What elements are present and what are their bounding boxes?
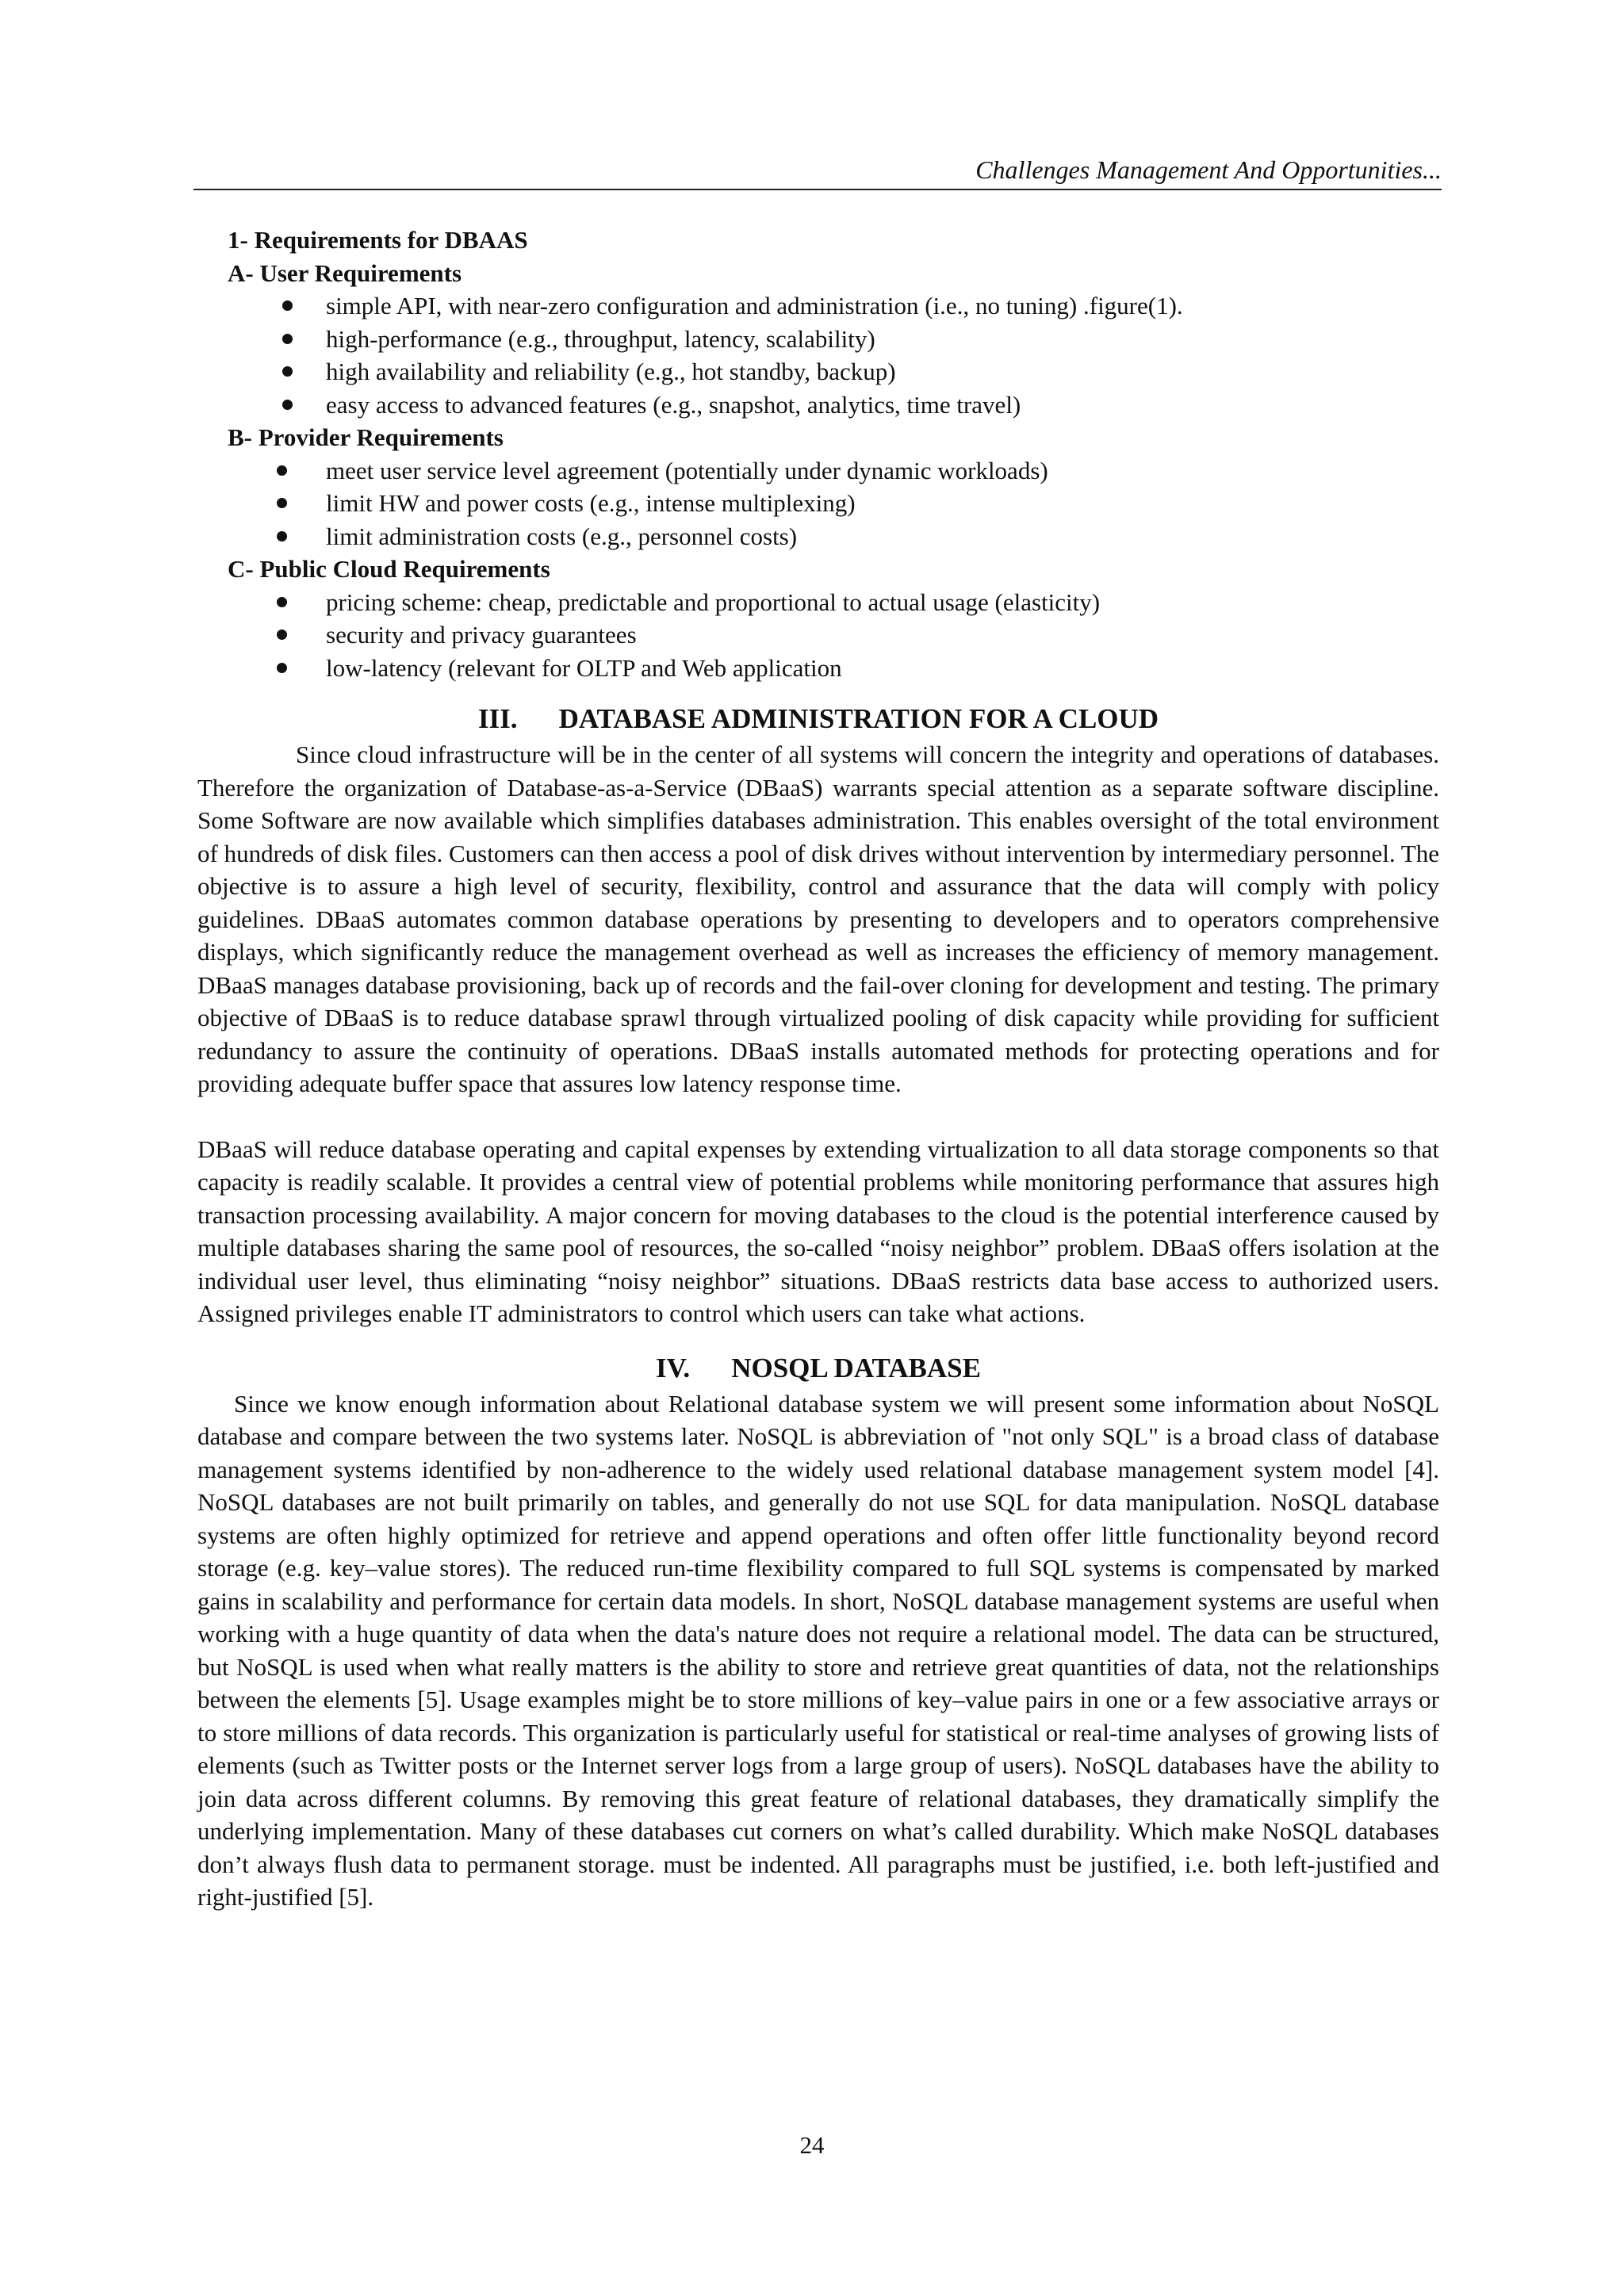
section-4-number: IV.	[656, 1352, 691, 1383]
running-header: Challenges Management And Opportunities...	[975, 155, 1442, 184]
user-requirements-list	[197, 289, 1439, 421]
page-number: 24	[799, 2131, 825, 2159]
section-3-title: DATABASE ADMINISTRATION FOR A CLOUD	[558, 703, 1159, 734]
list-item	[197, 388, 1439, 422]
requirements-title: 1- Requirements for DBAAS	[228, 226, 528, 254]
bullet-icon	[277, 663, 287, 673]
list-item-text: high-performance (e.g., throughput, latency, scalability)	[326, 324, 875, 353]
section-4-paragraph: Since we know enough information about Relational database system we will present some information about NoSQL database and compare between the two systems later. NoSQL is abbreviation of "not only SQL" is a broad class of database management systems identified by non-adherence to the widely used relational database management system model [4]. NoSQL databases are not built primarily on tables, and generally do not use SQL for data manipulation. NoSQL database systems are often highly optimized for retrieve and append operations and often offer little functionality beyond record storage (e.g. key–value stores). The reduced run-time flexibility compared to full SQL systems is compensated by marked gains in scalability and performance for certain data models. In short, NoSQL database management systems are useful when working with a huge quantity of data when the data's nature does not require a relational model. The data can be structured, but NoSQL is used when what really matters is the ability to store and retrieve great quantities of data, not the relationships between the elements [5]. Usage examples might be to store millions of key–value pairs in one or a few associative arrays or to store millions of data records. This organization is particularly useful for statistical or real-time analyses of growing lists of elements (such as Twitter posts or the Internet server logs from a large group of users). NoSQL databases have the ability to join data across different columns. By removing this great feature of relational databases, they dramatically simplify the underlying implementation. Many of these databases cut corners on what’s called durability. Which make NoSQL databases don’t always flush data to permanent storage. must be indented. All paragraphs must be justified, i.e. both left-justified and right-justified [5].	[197, 1389, 1439, 1911]
list-item-text: limit administration costs (e.g., personnel costs)	[326, 522, 798, 550]
section-4-title: NOSQL DATABASE	[731, 1352, 981, 1383]
bullet-icon	[282, 366, 293, 377]
list-item-text: low-latency (relevant for OLTP and Web application	[326, 653, 842, 682]
public-cloud-requirements-heading: C- Public Cloud Requirements	[228, 555, 550, 583]
header-rule	[193, 189, 1442, 190]
list-item	[197, 652, 1439, 685]
section-3-number: III.	[477, 703, 518, 734]
bullet-icon	[277, 465, 287, 476]
page-body	[197, 224, 1439, 1914]
bullet-icon	[277, 498, 287, 508]
list-item-text: meet user service level agreement (potentially under dynamic workloads)	[326, 456, 1048, 484]
bullet-icon	[282, 400, 293, 410]
provider-requirements-heading: B- Provider Requirements	[228, 423, 504, 451]
bullet-icon	[277, 629, 287, 640]
bullet-icon	[277, 597, 287, 607]
list-item-text: easy access to advanced features (e.g., snapshot, analytics, time travel)	[326, 390, 1021, 419]
list-item	[197, 355, 1439, 388]
bullet-icon	[282, 300, 293, 311]
section-3-paragraph-2: DBaaS will reduce database operating and capital expenses by extending virtualization to all data storage components so that capacity is readily scalable. It provides a central view of potential problems while monitoring performance that assures high transaction processing availability. A major concern for moving databases to the cloud is the potential interference caused by multiple databases sharing the same pool of resources, the so-called “noisy neighbor” problem. DBaaS offers isolation at the individual user level, thus eliminating “noisy neighbor” situations. DBaaS restricts data base access to authorized users. Assigned privileges enable IT administrators to control which users can take what actions.	[197, 1135, 1439, 1327]
list-item	[197, 289, 1439, 323]
section-4-heading	[197, 1349, 1439, 1387]
list-item	[197, 487, 1439, 520]
list-item	[197, 586, 1439, 619]
list-item-text: limit HW and power costs (e.g., intense multiplexing)	[326, 489, 856, 517]
section-3-heading	[197, 700, 1439, 738]
section-3-paragraph-1: Since cloud infrastructure will be in the center of all systems will concern the integrity and operations of databases. Therefore the organization of Database-as-a-Service (DBaaS) warrants special attention as a separate software discipline. Some Software are now available which simplifies databases administration. This enables oversight of the total environment of hundreds of disk files. Customers can then access a pool of disk drives without intervention by intermediary personnel. The objective is to assure a high level of security, flexibility, control and assurance that the data will comply with policy guidelines. DBaaS automates common database operations by presenting to developers and to operators comprehensive displays, which significantly reduce the management overhead as well as increases the efficiency of memory management. DBaaS manages database provisioning, back up of records and the fail-over cloning for development and testing. The primary objective of DBaaS is to reduce database sprawl through virtualized pooling of disk capacity while providing for sufficient redundancy to assure the continuity of operations. DBaaS installs automated methods for protecting operations and for providing adequate buffer space that assures low latency response time.	[197, 740, 1439, 1097]
list-item-text: security and privacy guarantees	[326, 621, 637, 649]
list-item	[197, 454, 1439, 488]
user-requirements-heading: A- User Requirements	[228, 258, 462, 287]
list-item-text: high availability and reliability (e.g., hot standby, backup)	[326, 358, 896, 385]
list-item	[197, 618, 1439, 652]
list-item	[197, 520, 1439, 553]
list-item	[197, 323, 1439, 356]
bullet-icon	[282, 334, 293, 344]
list-item-text: simple API, with near-zero configuration and administration (i.e., no tuning) .figure(1).	[326, 292, 1183, 320]
provider-requirements-list	[197, 454, 1439, 553]
bullet-icon	[277, 531, 287, 541]
list-item-text: pricing scheme: cheap, predictable and proportional to actual usage (elasticity)	[326, 587, 1101, 616]
public-cloud-requirements-list	[197, 586, 1439, 685]
